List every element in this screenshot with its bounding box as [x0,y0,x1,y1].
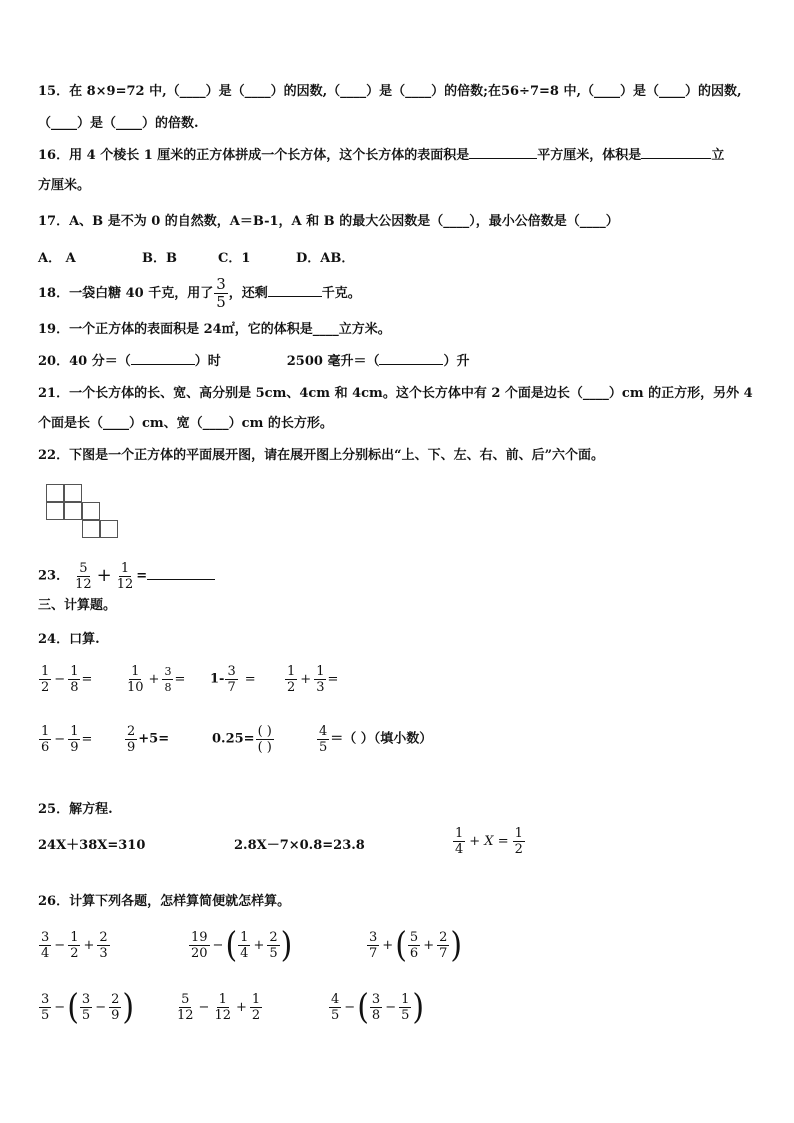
q16-text-a: 16．用 4 个棱长 1 厘米的正方体拼成一个长方体，这个长方体的表面积是 [38,148,470,163]
q21-line1: 21．一个长方体的长、宽、高分别是 5cm、4cm 和 4cm。这个长方体中有 2 个面是边长（____）cm 的正方形，另外 4 [38,386,753,401]
q15-line1: 15．在 8×9=72 中,（____）是（____）的因数,（____）是（____）的倍数;在56÷7=8 中,（____）是（____）的因数, [38,84,742,99]
q24-r2-item2: $\frac{2}{9}$ +5= [127,724,170,755]
q18-line [38,276,361,312]
q20-blank-hours[interactable] [131,364,195,365]
q20-blank-liters[interactable] [379,364,443,365]
q18-fraction: $\frac{3}{5}$ [216,275,226,311]
q21-line2: 个面是长（____）cm、宽（____）cm 的长方形。 [38,416,333,431]
section3-title: 三、计算题。 [38,598,117,613]
q18-text-a: 18．一袋白糖 40 千克，用了 [38,286,214,301]
q26-r2-item3: $\frac{4}{5}$ −( $\frac{3}{8}$ − $\frac{1}{5}$ ) [331,986,425,1028]
q23-blank[interactable] [147,579,215,580]
q24-r2-item1: $\frac{1}{6}$ − $\frac{1}{9}$ = [41,724,93,755]
q26-r1-item1: $\frac{3}{4}$ − $\frac{1}{2}$ + $\frac{2}{3}$ [41,930,108,961]
q25-label: 25．解方程. [38,802,113,817]
q17-stem: 17．A、B 是不为 0 的自然数，A＝B-1，A 和 B 的最大公因数是（____），最小公倍数是（____） [38,214,619,229]
q26-r1-item3: $\frac{3}{7}$ +( $\frac{5}{6}$ + $\frac{2}{7}$ ) [369,924,463,966]
q24-r2-item4: $\frac{4}{5}$ ＝（ ）（填小数） [319,724,433,755]
q17-option-c[interactable]: C．1 [218,251,251,266]
q16-blank-volume[interactable] [641,158,711,159]
q22-line: 22．下图是一个正方体的平面展开图，请在展开图上分别标出“上、下、左、右、前、后”六个面。 [38,448,605,463]
q19-line: 19．一个正方体的表面积是 24㎡，它的体积是____立方米。 [38,322,391,337]
q24-r1-item2: $\frac{1}{10}$ + $\frac{3}{8}$ = [127,664,186,695]
q26-label: 26．计算下列各题，怎样算简便就怎样算。 [38,894,291,909]
q24-r2-item3: 0.25= $\frac{( )}{( )}$ [212,724,272,755]
q26-r2-item2: $\frac{5}{12}$ − $\frac{1}{12}$ + $\frac{1}{2}$ [177,992,261,1023]
q17-option-d[interactable]: D．AB． [296,251,355,266]
q26-r2-item1: $\frac{3}{5}$ −( $\frac{3}{5}$ − $\frac{2}{9}$ ) [41,986,135,1028]
q20-line: 20．40 分＝（ ）时 2500 毫升＝（ ）升 [38,354,470,369]
q25-eq3: $\frac{1}{4}$ + X = $\frac{1}{2}$ [455,826,523,857]
q15-line2: （____）是（____）的倍数. [38,116,199,131]
q25-eq1: 24X＋38X=310 [38,838,146,853]
q16-line2: 方厘米。 [38,178,91,193]
q16-text-c: 立 [711,148,725,163]
q24-r1-item1: $\frac{1}{2}$ − $\frac{1}{8}$ = [41,664,93,695]
q25-eq2: 2.8X－7×0.8=23.8 [234,838,365,853]
q16-line1 [38,148,724,164]
q26-r1-item2: $\frac{19}{20}$ −( $\frac{1}{4}$ + $\frac{2}{5}$ ) [191,924,293,966]
q24-label: 24．口算. [38,632,100,647]
q24-fraction-blank[interactable]: $\frac{( )}{( )}$ [257,724,272,755]
q24-r1-item3: 1- $\frac{3}{7}$ = [210,664,256,695]
q18-text-c: 千克。 [321,286,361,301]
q24-r1-item4: $\frac{1}{2}$ + $\frac{1}{3}$ = [287,664,339,695]
q17-option-a[interactable]: A． A [38,251,76,266]
q16-text-b: 平方厘米，体积是 [537,148,642,163]
q18-blank[interactable] [268,296,322,297]
q23-line: 23． $\frac{5}{12}$ + $\frac{1}{12}$ = [38,556,215,597]
q18-text-b: ，还剩 [228,286,268,301]
q16-blank-area[interactable] [469,158,537,159]
q17-option-b[interactable]: B．B [142,251,177,266]
